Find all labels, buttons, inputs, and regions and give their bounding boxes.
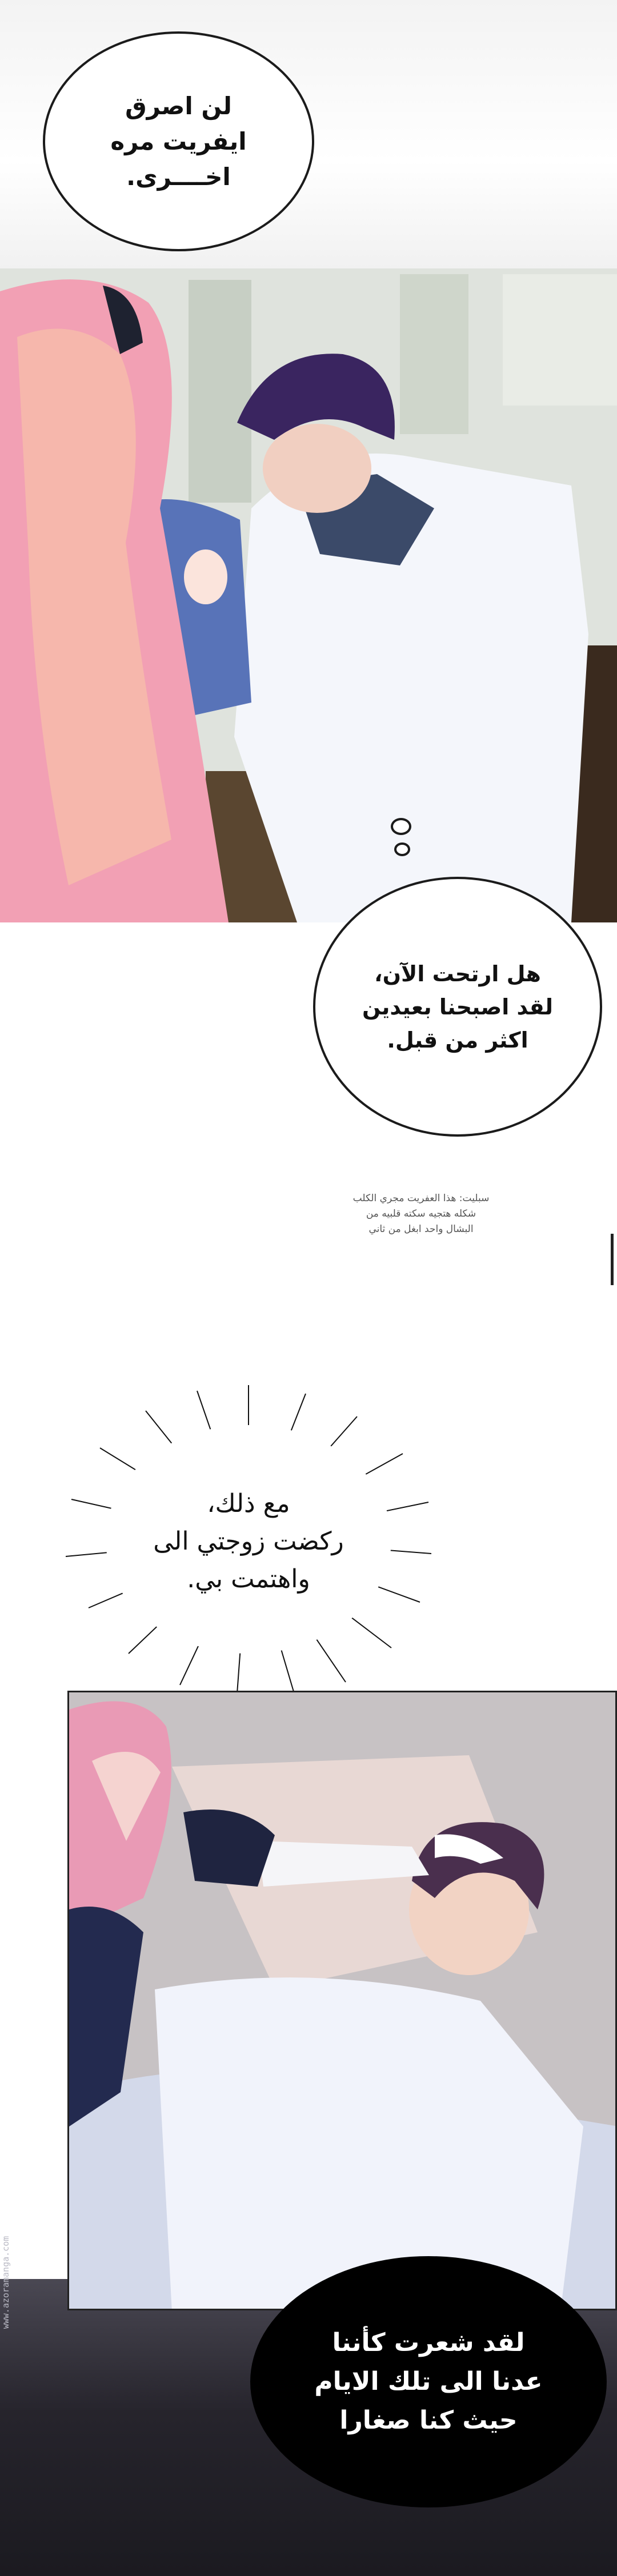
panel-caring-scene — [67, 1691, 617, 2310]
speech-bubble-middle — [313, 877, 602, 1137]
thought-dot — [394, 842, 410, 856]
bubble-top-text: لن اصرق ايفريت مره اخــــرى. — [110, 91, 247, 191]
bubble-bottom-text: لقد شعرت كأننا عدنا الى تلك الايام حيث كنا صغارا — [314, 2328, 543, 2435]
translator-note: سبليت: هذا العفريت مجري الكلب شكله هتجيه سكته قلبيه من البشال واحد ابغل من ثاني — [352, 1193, 490, 1235]
edge-mark — [611, 1234, 614, 1285]
bubble-middle-text: هل ارتحت الآن، لقد اصبحنا بعيدين اكثر من قبل. — [362, 961, 554, 1053]
panel-couple-art — [0, 268, 617, 922]
spiky-bubble-text: مع ذلك، ركضت زوجتي الى واهتمت بي. — [153, 1489, 344, 1594]
panel-couple-at-table — [0, 268, 617, 922]
thought-dot — [391, 818, 411, 835]
speech-bubble-top — [43, 31, 314, 251]
watermark: www.azoramanga.com — [1, 2236, 11, 2329]
speech-bubble-bottom — [250, 2256, 607, 2507]
panel-caring-art — [69, 1692, 617, 2310]
